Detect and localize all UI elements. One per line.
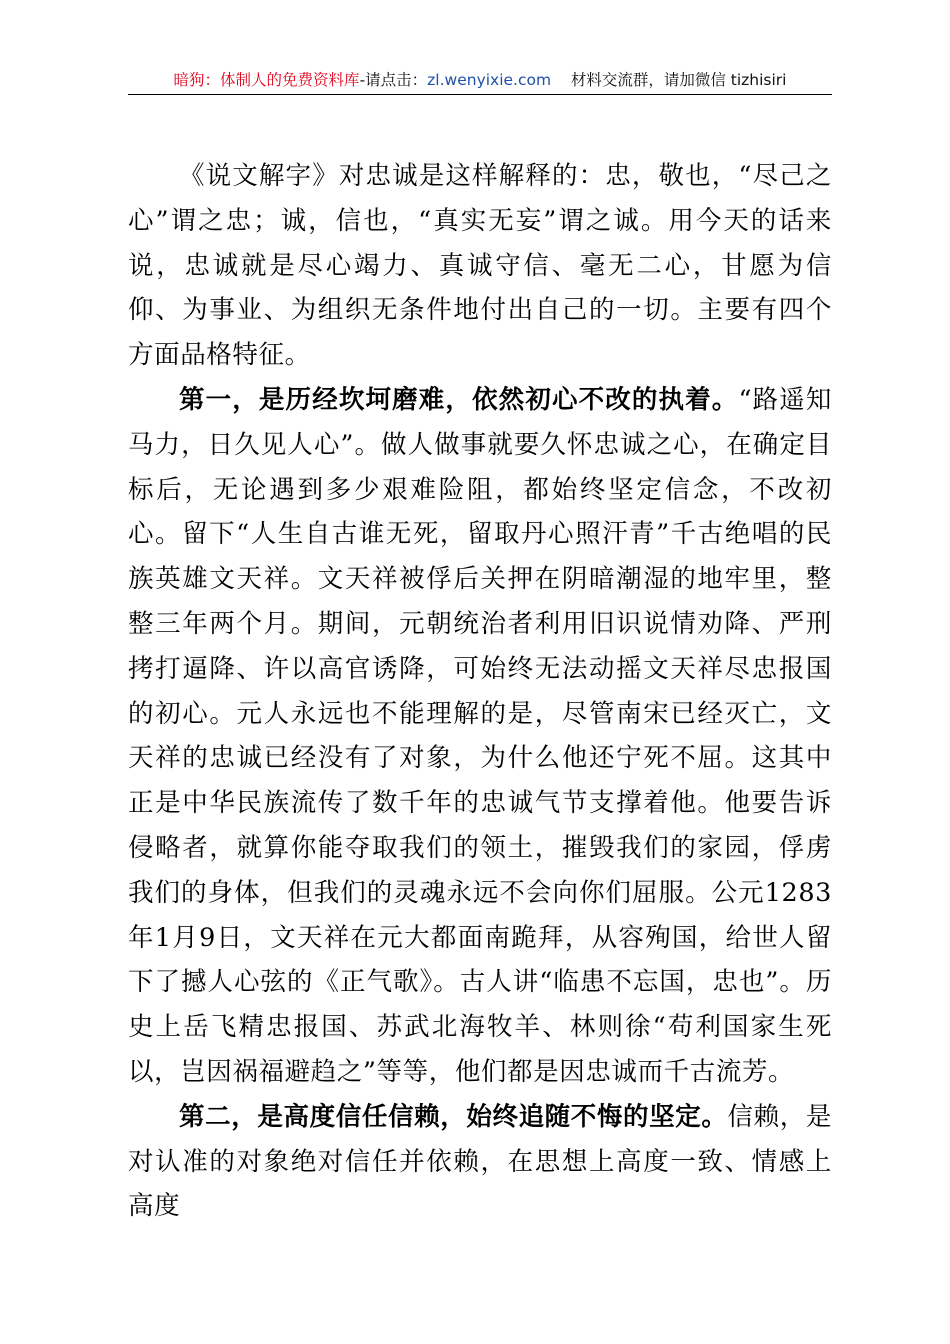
header-url-link[interactable]: zl.wenyixie.com — [427, 71, 552, 89]
header-click-prompt: -请点击： — [359, 71, 428, 89]
paragraph-second-point — [128, 1095, 832, 1229]
header-site-name: 暗狗：体制人的免费资料库 — [173, 71, 360, 89]
paragraph-lead: 第一，是历经坎坷磨难，依然初心不改的执着。 — [179, 384, 739, 415]
paragraph-text: “路遥知马力，日久见人心”。做人做事就要久怀忠诚之心，在确定目标后，无论遇到多少艰难险阻，都始终坚定信念，不改初心。留下“人生自古谁无死，留取丹心照汗青”千古绝唱的民族英雄文天祥。文天祥被俘后关押在阴暗潮湿的地牢里，整整三年两个月。期间，元朝统治者利用旧识说情劝降、严刑拷打逼降、许以高官诱降，可始终无法动摇文天祥尽忠报国的初心。元人永远也不能理解的是，尽管南宋已经灭亡，文天祥的忠诚已经没有了对象，为什么他还宁死不屈。这其中正是中华民族流传了数千年的忠诚气节支撑着他。他要告诉侵略者，就算你能夺取我们的领土，摧毁我们的家园，俘虏我们的身体，但我们的灵魂永远不会向你们屈服。公元1283年1月9日，文天祥在元大都面南跪拜，从容殉国，给世人留下了撼人心弦的《正气歌》。古人讲“临患不忘国，忠也”。历史上岳飞精忠报国、苏武北海牧羊、林则徐“苟利国家生死以，岂因祸福避趋之”等等，他们都是因忠诚而千古流芳。 — [128, 384, 832, 1087]
document-body — [128, 154, 832, 1229]
paragraph-lead: 第二，是高度信任信赖，始终追随不悔的坚定。 — [179, 1101, 728, 1132]
paragraph-first-point — [128, 378, 832, 1095]
paragraph-text: 信赖，是对认准的对象绝对信任并依赖，在思想上高度一致、情感上高度 — [128, 1101, 832, 1222]
paragraph-intro — [128, 154, 832, 378]
header-group-text: 材料交流群，请加微信 tizhisiri — [570, 71, 787, 89]
page-header — [128, 66, 832, 95]
paragraph-text: 《说文解字》对忠诚是这样解释的：忠，敬也，“尽己之心”谓之忠；诚，信也，“真实无妄”谓之诚。用今天的话来说，忠诚就是尽心竭力、真诚守信、毫无二心，甘愿为信仰、为事业、为组织无条件地付出自己的一切。主要有四个方面品格特征。 — [128, 161, 832, 371]
